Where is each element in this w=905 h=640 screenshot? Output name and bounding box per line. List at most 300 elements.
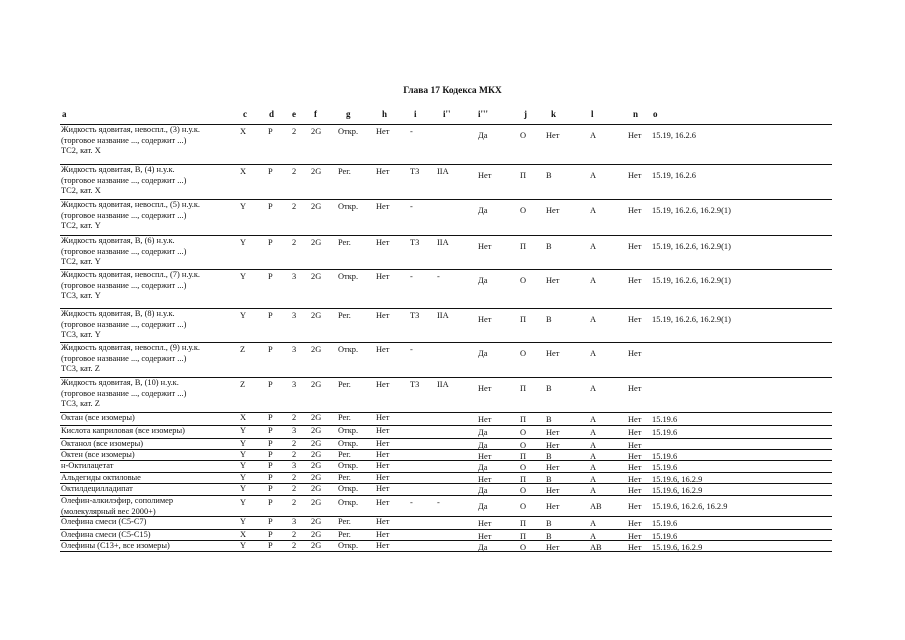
cell-emergency: Нет [628, 349, 642, 358]
cell-materials: A [590, 452, 597, 461]
cell-special-requirements: 15.19.6 [652, 428, 678, 437]
cell-tank-env: 2G [311, 450, 322, 459]
cell-materials: A [590, 315, 597, 324]
table-row [60, 530, 832, 541]
cell-emergency: Нет [628, 532, 642, 541]
cell-fire-protection: В [546, 475, 552, 484]
column-header-12: k [551, 109, 557, 119]
cell-temp-class: - [410, 498, 413, 507]
cell-tank-vent: 2 [292, 127, 297, 136]
cell-electrical: Нет [376, 517, 390, 526]
cell-flashpoint: Нет [478, 475, 492, 484]
cell-flashpoint: Да [478, 428, 488, 437]
cell-gauging: Рег. [338, 473, 351, 482]
cell-electrical: Нет [376, 127, 390, 136]
product-name-line: (торговое название ..., содержит ...) [61, 135, 187, 145]
product-name-line: ТС3, кат. Y [61, 330, 101, 340]
column-header-15: o [653, 109, 658, 119]
cell-temp-class: Т3 [410, 380, 420, 389]
cell-tank-vent: 2 [292, 202, 297, 211]
cell-ship-type: Y [240, 484, 247, 493]
cell-materials: AB [590, 543, 602, 552]
cell-tank-type: P [268, 167, 273, 176]
product-name-line: Жидкость ядовитая, В, (8) н.у.к. [61, 309, 175, 318]
table-row [60, 378, 832, 413]
cell-tank-vent: 2 [292, 541, 297, 550]
cell-flashpoint: Да [478, 131, 488, 140]
cell-electrical: Нет [376, 541, 390, 550]
cell-apparatus-group: IIA [437, 380, 449, 389]
cell-electrical: Нет [376, 272, 390, 281]
product-name-line: (торговое название ..., содержит ...) [61, 246, 187, 256]
cell-product-name [61, 496, 239, 517]
product-name-line: Октилдецилладипат [61, 484, 133, 493]
cell-product-name [61, 309, 239, 341]
table-row [60, 450, 832, 461]
table-row [60, 496, 832, 517]
cell-flashpoint: Да [478, 463, 488, 472]
cell-emergency: Нет [628, 242, 642, 251]
cell-tank-vent: 2 [292, 484, 297, 493]
cell-tank-vent: 2 [292, 238, 297, 247]
cell-gauging: Рег. [338, 380, 351, 389]
cell-flashpoint: Нет [478, 315, 492, 324]
cell-ship-type: Y [240, 439, 247, 448]
cell-materials: AB [590, 502, 602, 511]
cell-vapour-detection: О [520, 543, 527, 552]
cell-special-requirements: 15.19.6 [652, 415, 678, 424]
cell-tank-type: P [268, 345, 273, 354]
cell-emergency: Нет [628, 415, 642, 424]
cell-special-requirements: 15.19.6, 16.2.9 [652, 475, 703, 484]
cell-special-requirements: 15.19, 16.2.6 [652, 131, 696, 140]
cell-tank-type: P [268, 439, 273, 448]
cell-gauging: Откр. [338, 127, 359, 136]
column-header-5: f [314, 109, 317, 119]
cell-apparatus-group: IIA [437, 311, 449, 320]
cell-emergency: Нет [628, 315, 642, 324]
column-header-11: j [524, 109, 527, 119]
product-name-line: Олефина смеси (C5-C7) [61, 517, 147, 526]
product-name-line: Октан (все изомеры) [61, 413, 135, 422]
product-name-line: Жидкость ядовитая, В, (10) н.у.к. [61, 378, 179, 387]
cell-gauging: Рег. [338, 517, 351, 526]
table-row [60, 461, 832, 473]
cell-ship-type: Y [240, 426, 247, 435]
cell-fire-protection: В [546, 415, 552, 424]
cell-vapour-detection: П [520, 315, 527, 324]
cell-materials: A [590, 384, 597, 393]
cell-flashpoint: Нет [478, 384, 492, 393]
cell-gauging: Рег. [338, 167, 351, 176]
cell-product-name [61, 270, 239, 302]
cell-electrical: Нет [376, 484, 390, 493]
cell-tank-env: 2G [311, 167, 322, 176]
cell-tank-type: P [268, 127, 273, 136]
cell-fire-protection: В [546, 315, 552, 324]
cell-tank-env: 2G [311, 461, 322, 470]
cell-electrical: Нет [376, 426, 390, 435]
cell-vapour-detection: О [520, 131, 527, 140]
cell-emergency: Нет [628, 502, 642, 511]
cell-ship-type: X [240, 530, 247, 539]
cell-ship-type: X [240, 413, 247, 422]
product-name-line: (торговое название ..., содержит ...) [61, 210, 187, 220]
cell-apparatus-group: IIA [437, 167, 449, 176]
cell-fire-protection: Нет [546, 502, 560, 511]
cell-ship-type: Y [240, 272, 247, 281]
cell-materials: A [590, 428, 597, 437]
product-name-line: ТС2, кат. Y [61, 221, 101, 231]
product-name-line: Олефины (C13+, все изомеры) [61, 541, 170, 550]
cell-vapour-detection: П [520, 452, 527, 461]
cell-product-name [61, 378, 239, 410]
cell-vapour-detection: П [520, 171, 527, 180]
product-name-line: Олефина смеси (C5-C15) [61, 530, 151, 539]
column-header-row [0, 109, 905, 123]
cell-emergency: Нет [628, 131, 642, 140]
cell-vapour-detection: О [520, 486, 527, 495]
cell-emergency: Нет [628, 384, 642, 393]
cell-tank-env: 2G [311, 517, 322, 526]
cell-emergency: Нет [628, 486, 642, 495]
table-row [60, 413, 832, 426]
cell-ship-type: Y [240, 517, 247, 526]
cell-fire-protection: Нет [546, 349, 560, 358]
column-header-4: e [292, 109, 296, 119]
cell-tank-type: P [268, 380, 273, 389]
cell-tank-type: P [268, 450, 273, 459]
cell-fire-protection: В [546, 519, 552, 528]
cell-vapour-detection: О [520, 428, 527, 437]
cell-temp-class: - [410, 127, 413, 136]
cell-tank-env: 2G [311, 202, 322, 211]
product-name-line: (торговое название ..., содержит ...) [61, 319, 187, 329]
cell-fire-protection: В [546, 532, 552, 541]
cell-product-name [61, 439, 239, 449]
cell-flashpoint: Нет [478, 519, 492, 528]
cell-flashpoint: Нет [478, 242, 492, 251]
cell-tank-vent: 3 [292, 311, 297, 320]
cell-materials: A [590, 171, 597, 180]
cell-emergency: Нет [628, 171, 642, 180]
cell-tank-env: 2G [311, 238, 322, 247]
cell-product-name [61, 165, 239, 197]
cell-electrical: Нет [376, 473, 390, 482]
cell-fire-protection: В [546, 384, 552, 393]
cell-product-name [61, 125, 239, 157]
product-name-line: ТС2, кат. Y [61, 257, 101, 267]
cell-tank-vent: 3 [292, 461, 297, 470]
cell-ship-type: X [240, 167, 247, 176]
cell-vapour-detection: П [520, 384, 527, 393]
product-name-line: (молекулярный вес 2000+) [61, 506, 156, 516]
table-row [60, 270, 832, 309]
table-row [60, 517, 832, 530]
cell-fire-protection: Нет [546, 463, 560, 472]
cell-product-name [61, 426, 239, 436]
cell-tank-type: P [268, 473, 273, 482]
cell-emergency: Нет [628, 463, 642, 472]
cell-vapour-detection: П [520, 532, 527, 541]
cell-electrical: Нет [376, 439, 390, 448]
column-header-10: i''' [478, 109, 489, 119]
product-name-line: Жидкость ядовитая, невоспл., (9) н.у.к. [61, 343, 201, 352]
cell-tank-type: P [268, 530, 273, 539]
cell-special-requirements: 15.19, 16.2.6, 16.2.9(1) [652, 276, 731, 285]
cell-flashpoint: Да [478, 349, 488, 358]
cell-product-name [61, 517, 239, 527]
cell-temp-class: - [410, 272, 413, 281]
cell-product-name [61, 200, 239, 232]
product-name-line: Жидкость ядовитая, В, (6) н.у.к. [61, 236, 175, 245]
cell-product-name [61, 461, 239, 471]
cell-tank-type: P [268, 311, 273, 320]
column-header-13: l [591, 109, 594, 119]
cell-product-name [61, 530, 239, 540]
cell-tank-vent: 2 [292, 450, 297, 459]
cell-tank-vent: 3 [292, 517, 297, 526]
cell-product-name [61, 484, 239, 494]
cell-materials: A [590, 519, 597, 528]
cell-materials: A [590, 532, 597, 541]
cell-tank-env: 2G [311, 498, 322, 507]
cell-vapour-detection: О [520, 441, 527, 450]
cell-special-requirements: 15.19.6, 16.2.6, 16.2.9 [652, 502, 728, 511]
cell-tank-type: P [268, 461, 273, 470]
cell-tank-vent: 3 [292, 272, 297, 281]
cell-tank-vent: 2 [292, 530, 297, 539]
cell-materials: A [590, 441, 597, 450]
cell-special-requirements: 15.19.6, 16.2.9 [652, 543, 703, 552]
cell-tank-type: P [268, 498, 273, 507]
cell-tank-vent: 3 [292, 426, 297, 435]
cell-fire-protection: Нет [546, 276, 560, 285]
product-name-line: (торговое название ..., содержит ...) [61, 280, 187, 290]
cell-tank-type: P [268, 426, 273, 435]
cell-materials: A [590, 276, 597, 285]
table-row [60, 125, 832, 165]
cell-emergency: Нет [628, 441, 642, 450]
product-name-line: ТС3, кат. Z [61, 364, 100, 374]
column-header-3: d [269, 109, 275, 119]
cell-temp-class: - [410, 202, 413, 211]
cell-fire-protection: В [546, 171, 552, 180]
cell-tank-vent: 2 [292, 413, 297, 422]
cell-special-requirements: 15.19, 16.2.6 [652, 171, 696, 180]
cell-flashpoint: Да [478, 543, 488, 552]
cell-gauging: Откр. [338, 272, 359, 281]
cell-ship-type: Y [240, 473, 247, 482]
cell-electrical: Нет [376, 461, 390, 470]
cell-tank-env: 2G [311, 311, 322, 320]
cell-flashpoint: Да [478, 486, 488, 495]
cell-tank-env: 2G [311, 426, 322, 435]
cell-emergency: Нет [628, 276, 642, 285]
column-header-2: c [243, 109, 247, 119]
cell-apparatus-group: IIA [437, 238, 449, 247]
cell-vapour-detection: О [520, 206, 527, 215]
cell-apparatus-group: - [437, 498, 440, 507]
cell-special-requirements: 15.19.6 [652, 532, 678, 541]
cell-tank-vent: 3 [292, 345, 297, 354]
cell-product-name [61, 343, 239, 375]
cell-tank-env: 2G [311, 541, 322, 550]
cell-fire-protection: Нет [546, 486, 560, 495]
cell-gauging: Рег. [338, 450, 351, 459]
cell-electrical: Нет [376, 413, 390, 422]
cell-ship-type: Z [240, 345, 246, 354]
product-name-line: Жидкость ядовитая, невоспл., (7) н.у.к. [61, 270, 201, 279]
cell-electrical: Нет [376, 498, 390, 507]
cell-special-requirements: 15.19.6 [652, 452, 678, 461]
cell-gauging: Откр. [338, 426, 359, 435]
cell-gauging: Рег. [338, 238, 351, 247]
cell-materials: A [590, 415, 597, 424]
table-row [60, 426, 832, 439]
cell-electrical: Нет [376, 345, 390, 354]
cell-fire-protection: В [546, 452, 552, 461]
cell-electrical: Нет [376, 530, 390, 539]
cell-emergency: Нет [628, 428, 642, 437]
cell-special-requirements: 15.19, 16.2.6, 16.2.9(1) [652, 206, 731, 215]
product-name-line: ТС2, кат. X [61, 186, 101, 196]
cell-ship-type: Z [240, 380, 246, 389]
cell-tank-vent: 2 [292, 439, 297, 448]
table-row [60, 343, 832, 378]
cell-tank-type: P [268, 413, 273, 422]
cell-gauging: Откр. [338, 461, 359, 470]
cell-tank-type: P [268, 272, 273, 281]
cell-tank-type: P [268, 517, 273, 526]
column-header-14: n [633, 109, 639, 119]
cell-flashpoint: Да [478, 441, 488, 450]
cell-flashpoint: Да [478, 206, 488, 215]
cell-electrical: Нет [376, 202, 390, 211]
cell-ship-type: Y [240, 450, 247, 459]
cell-ship-type: X [240, 127, 247, 136]
cell-ship-type: Y [240, 498, 247, 507]
cell-gauging: Откр. [338, 202, 359, 211]
cell-temp-class: - [410, 345, 413, 354]
table-row [60, 165, 832, 200]
cell-special-requirements: 15.19, 16.2.6, 16.2.9(1) [652, 242, 731, 251]
cell-tank-env: 2G [311, 345, 322, 354]
product-name-line: ТС3, кат. Z [61, 399, 100, 409]
cell-special-requirements: 15.19, 16.2.6, 16.2.9(1) [652, 315, 731, 324]
cell-flashpoint: Да [478, 276, 488, 285]
cell-fire-protection: Нет [546, 131, 560, 140]
product-name-line: н-Октилацетат [61, 461, 114, 470]
cargo-table [0, 125, 905, 565]
cell-tank-env: 2G [311, 127, 322, 136]
table-row [60, 439, 832, 450]
cell-vapour-detection: П [520, 475, 527, 484]
cell-tank-vent: 2 [292, 167, 297, 176]
cell-electrical: Нет [376, 450, 390, 459]
cell-temp-class: Т3 [410, 238, 420, 247]
product-name-line: Альдегиды октиловые [61, 473, 141, 482]
product-name-line: (торговое название ..., содержит ...) [61, 388, 187, 398]
cell-vapour-detection: О [520, 276, 527, 285]
cell-tank-env: 2G [311, 413, 322, 422]
cell-ship-type: Y [240, 311, 247, 320]
cell-fire-protection: Нет [546, 428, 560, 437]
column-header-8: i [414, 109, 417, 119]
product-name-line: Октанол (все изомеры) [61, 439, 144, 448]
column-header-1: a [62, 109, 67, 119]
table-row [60, 473, 832, 484]
cell-gauging: Откр. [338, 345, 359, 354]
cell-fire-protection: В [546, 242, 552, 251]
table-row [60, 484, 832, 496]
cell-gauging: Откр. [338, 541, 359, 550]
cell-tank-env: 2G [311, 473, 322, 482]
cell-tank-vent: 2 [292, 473, 297, 482]
column-header-7: h [382, 109, 388, 119]
cell-electrical: Нет [376, 167, 390, 176]
cell-ship-type: Y [240, 238, 247, 247]
cell-product-name [61, 541, 239, 551]
product-name-line: ТС2, кат. X [61, 146, 101, 156]
table-row [60, 541, 832, 552]
cell-vapour-detection: П [520, 519, 527, 528]
column-header-9: i'' [443, 109, 451, 119]
cell-ship-type: Y [240, 202, 247, 211]
cell-ship-type: Y [240, 461, 247, 470]
product-name-line: Жидкость ядовитая, невоспл., (3) н.у.к. [61, 125, 201, 134]
cell-product-name [61, 473, 239, 483]
cell-product-name [61, 450, 239, 460]
product-name-line: Олефин-алкилэфир, сополимер [61, 496, 174, 505]
cell-gauging: Рег. [338, 311, 351, 320]
cell-gauging: Откр. [338, 498, 359, 507]
table-row [60, 236, 832, 270]
cell-vapour-detection: П [520, 415, 527, 424]
table-row [60, 200, 832, 236]
cell-vapour-detection: О [520, 463, 527, 472]
cell-flashpoint: Да [478, 502, 488, 511]
cell-tank-type: P [268, 238, 273, 247]
cell-emergency: Нет [628, 543, 642, 552]
product-name-line: Октен (все изомеры) [61, 450, 135, 459]
cell-gauging: Откр. [338, 439, 359, 448]
product-name-line: Жидкость ядовитая, В, (4) н.у.к. [61, 165, 175, 174]
cell-tank-env: 2G [311, 484, 322, 493]
cell-materials: A [590, 463, 597, 472]
cell-fire-protection: Нет [546, 441, 560, 450]
product-name-line: (торговое название ..., содержит ...) [61, 175, 187, 185]
cell-gauging: Откр. [338, 484, 359, 493]
cell-emergency: Нет [628, 475, 642, 484]
cell-materials: A [590, 349, 597, 358]
cell-flashpoint: Нет [478, 452, 492, 461]
cell-tank-env: 2G [311, 380, 322, 389]
table-row [60, 309, 832, 343]
cell-tank-env: 2G [311, 530, 322, 539]
cell-special-requirements: 15.19.6 [652, 463, 678, 472]
cell-ship-type: Y [240, 541, 247, 550]
cell-temp-class: Т3 [410, 167, 420, 176]
cell-special-requirements: 15.19.6 [652, 519, 678, 528]
cell-vapour-detection: О [520, 502, 527, 511]
cell-materials: A [590, 242, 597, 251]
cell-fire-protection: Нет [546, 206, 560, 215]
cell-special-requirements: 15.19.6, 16.2.9 [652, 486, 703, 495]
cell-materials: A [590, 131, 597, 140]
cell-flashpoint: Нет [478, 415, 492, 424]
column-header-6: g [346, 109, 351, 119]
